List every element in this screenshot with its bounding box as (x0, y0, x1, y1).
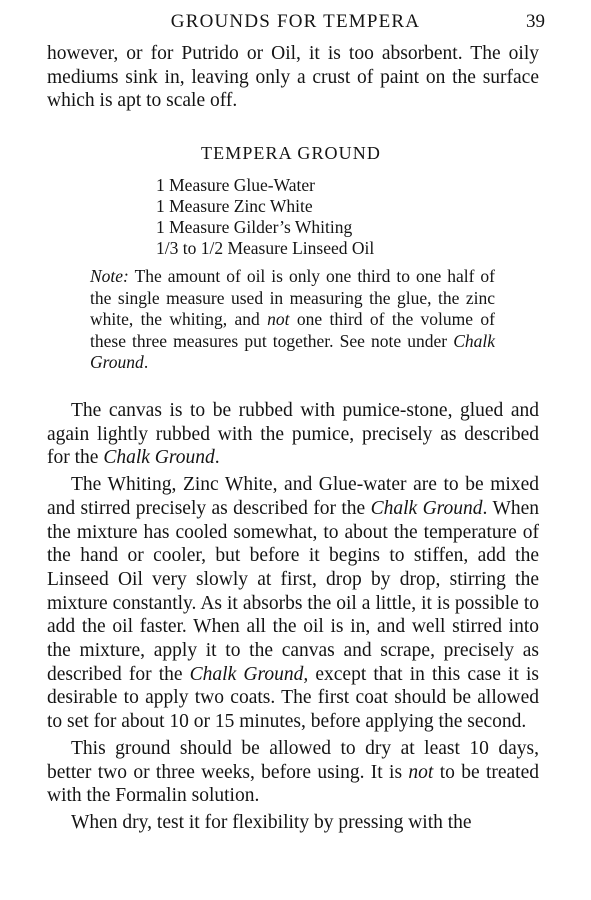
page-number: 39 (526, 11, 545, 32)
note-text-part: one third of the volume of these three measures put together. See note under (90, 309, 495, 351)
paragraph-text: . When the mixture has cooled somewhat, to about the temperature of the hand or cooler, but before it begins to stiffen, add the Linseed Oil very slowly at first, drop by drop, stirring the mixture constantly. As it absorbs the oil a little, it is possible to add the oil faster. When all the oil is in, and well stirred into the mixture, apply it to the canvas and scrape, precisely as described for the (47, 497, 540, 685)
note-text-part: . (143, 352, 149, 372)
paragraph-text: . (214, 447, 220, 469)
paragraph-text: except that in this case it is desirable to apply two coats. The first coat should be allowed to set for about 10 or 15 minutes, before applying the second. (47, 663, 539, 733)
lead-paragraph-text: however, or for Putrido or Oil, it is too absorbent. The oily mediums sink in, leaving only a crust of paint on the surface which is apt to scale off. (47, 43, 539, 111)
note-emphasis: not (267, 309, 290, 329)
paragraph-text: The Whiting, Zinc White, and Glue-water are to be mixed and stirred precisely as described for the (47, 474, 539, 519)
paragraph-italic: Chalk Ground, (189, 663, 309, 685)
recipe-item: 1 Measure Zinc White (156, 196, 313, 216)
note-text-part: The amount of oil is only one third to one half of the single measure used in measuring the glue, the zinc white, the whiting, and (90, 266, 495, 329)
paragraph-italic: Chalk Ground (103, 447, 215, 469)
paragraph-italic: not (408, 761, 434, 783)
note-text (90, 266, 495, 374)
recipe-item: 1/3 to 1/2 Measure Linseed Oil (156, 238, 375, 258)
body-paragraph (47, 737, 539, 808)
paragraph-italic: Chalk Ground (370, 497, 483, 519)
note-block (90, 266, 495, 374)
section-heading: TEMPERA GROUND (201, 143, 381, 163)
recipe-item: 1 Measure Gilder’s Whiting (156, 217, 353, 237)
lead-paragraph (47, 42, 539, 113)
body-paragraph (47, 811, 539, 835)
body-text (47, 399, 539, 838)
paragraph-text: The canvas is to be rubbed with pumice-stone, glued and again lightly rubbed with the pumice, precisely as described for the (47, 400, 539, 469)
paragraph-text: This ground should be allowed to dry at least 10 days, better two or three weeks, before using. It is (47, 737, 539, 783)
paragraph-text: When dry, test it for flexibility by pressing with the (71, 811, 472, 833)
note-label: Note: (90, 266, 129, 286)
body-paragraph (47, 473, 539, 734)
paragraph-text: to be treated with the Formalin solution. (47, 761, 539, 807)
recipe-list (156, 175, 476, 259)
running-head (0, 8, 591, 36)
running-title: GROUNDS FOR TEMPERA (170, 11, 421, 32)
body-paragraph (47, 399, 539, 470)
note-reference: Chalk Ground (90, 330, 495, 372)
recipe-item: 1 Measure Glue-Water (156, 175, 315, 195)
